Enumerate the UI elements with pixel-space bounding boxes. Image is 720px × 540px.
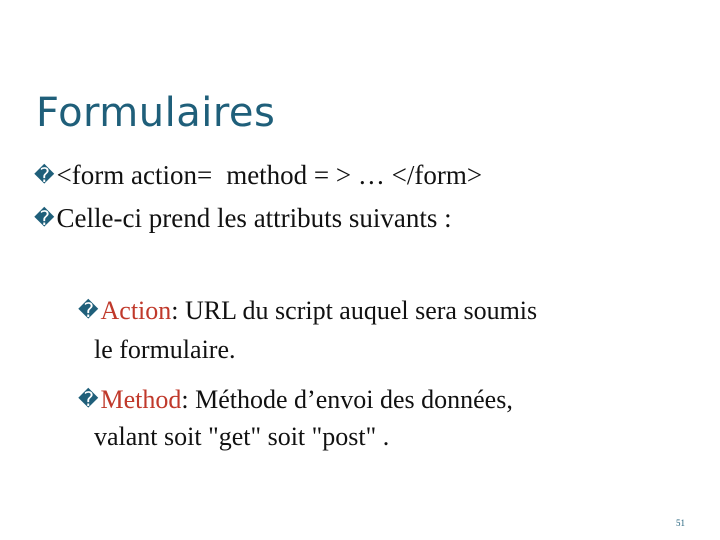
bullet-line-form-tag — [34, 160, 482, 191]
slide-title: Formulaires — [36, 90, 276, 136]
action-description: : URL du script auquel sera soumis — [171, 296, 538, 325]
form-tag-text-end: method = > … </form> — [226, 160, 483, 190]
page-number: 51 — [676, 518, 685, 528]
method-description-continued: valant soit "get" soit "post" . — [94, 422, 390, 451]
keyword-method: Method — [100, 385, 182, 414]
sub-bullet-action — [78, 296, 537, 326]
bullet-icon: � — [34, 206, 55, 230]
form-tag-text-start: <form action= — [56, 160, 213, 190]
action-description-continued: le formulaire. — [94, 335, 236, 364]
bullet-icon: � — [78, 298, 99, 322]
bullet-icon: � — [34, 163, 55, 187]
bullet-line-attributes — [34, 203, 452, 234]
bullet-icon: � — [78, 387, 99, 411]
attributes-intro-text: Celle-ci prend les attributs suivants : — [56, 203, 452, 233]
keyword-action: Action — [100, 296, 172, 325]
sub-bullet-method — [78, 385, 513, 415]
method-description: : Méthode d’envoi des données, — [181, 385, 513, 414]
